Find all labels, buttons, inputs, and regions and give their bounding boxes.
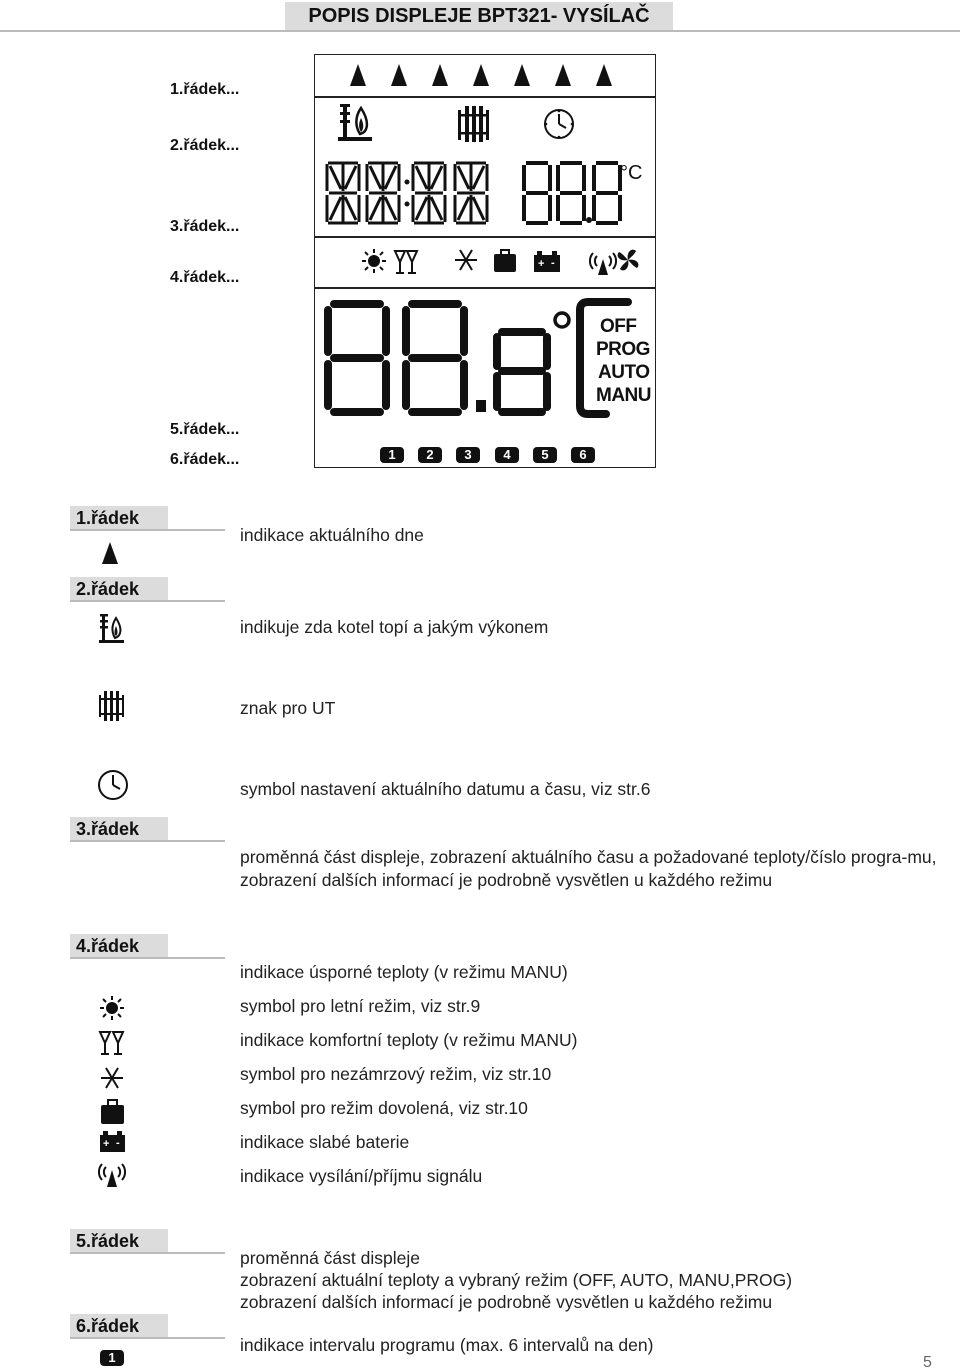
big-temp-display: [322, 298, 592, 420]
segment-digit: [524, 163, 550, 223]
flame-icon: [336, 100, 376, 144]
desc-moon: indikace úsporné teploty (v režimu MANU): [240, 962, 568, 982]
section-divider: [70, 957, 225, 959]
svg-text:+: +: [538, 258, 545, 270]
big-digit: [406, 304, 464, 412]
segment-digit: [594, 163, 620, 223]
interval-box: 5: [533, 447, 557, 463]
glasses-icon: [98, 1030, 126, 1058]
diagram-label-2: 2.řádek...: [170, 137, 240, 154]
fan-icon: [618, 250, 639, 271]
moon-icon: [333, 249, 346, 273]
triangle-icon: [432, 64, 448, 86]
svg-text:-: -: [116, 1137, 120, 1149]
triangle-icon: [350, 64, 366, 86]
clock-icon: [542, 106, 578, 142]
desc-radiator: znak pro UT: [240, 698, 336, 718]
segment-temp-display: [520, 160, 630, 226]
section-divider: [70, 840, 225, 842]
page-title: POPIS DISPLEJE BPT321- VYSÍLAČ: [285, 2, 673, 30]
section-divider: [70, 529, 225, 531]
signal-icon: [97, 1160, 129, 1190]
section-3-heading: 3.řádek: [70, 817, 168, 841]
title-underline: [0, 30, 960, 32]
radiator-icon: [456, 104, 492, 144]
triangle-icon: [555, 64, 571, 86]
section-1-heading: 1.řádek: [70, 506, 168, 530]
section-6-heading: 6.řádek: [70, 1314, 168, 1338]
mode-auto: AUTO: [598, 362, 650, 383]
interval-box: 4: [495, 447, 519, 463]
flame-icon: [98, 612, 126, 646]
big-digit: [328, 304, 386, 412]
big-digit: [497, 332, 547, 412]
clock-icon: [96, 768, 130, 802]
lcd-separator: [314, 96, 656, 98]
battery-icon: [99, 1130, 127, 1156]
suitcase-icon: [494, 250, 516, 272]
segment-digit: [413, 163, 445, 223]
triangle-icon: [596, 64, 612, 86]
desc-boiler: indikuje zda kotel topí a jakým výkonem: [240, 617, 549, 637]
desc-battery: indikace slabé baterie: [240, 1132, 410, 1152]
desc-clock: symbol nastavení aktuálního datumu a času, viz str.6: [240, 779, 651, 799]
desc-row3: proměnná část displeje, zobrazení aktuálního času a požadované teploty/číslo progra-mu, zobrazení dalších informací je podrobně vysvětlen u každého režimu: [240, 847, 937, 890]
sun-icon: [98, 994, 126, 1022]
status-icon-row: [328, 246, 648, 276]
mode-manu: MANU: [596, 385, 651, 406]
diagram-label-6: 6.řádek...: [170, 451, 240, 468]
mode-off: OFF: [600, 316, 637, 337]
section-5-heading: 5.řádek: [70, 1229, 168, 1253]
interval-box: 2: [418, 447, 442, 463]
triangle-icon: [514, 64, 530, 86]
glasses-icon: [395, 251, 417, 273]
desc-row5-line1: proměnná část displeje: [240, 1248, 420, 1268]
lcd-separator: [314, 287, 656, 289]
desc-row5-line2: zobrazení aktuální teploty a vybraný režim (OFF, AUTO, MANU,PROG): [240, 1270, 793, 1290]
section-4-heading: 4.řádek: [70, 934, 168, 958]
lcd-separator: [314, 236, 656, 238]
battery-icon: [534, 251, 560, 272]
diagram-label-4: 4.řádek...: [170, 269, 240, 286]
desc-sun: symbol pro letní režim, viz str.9: [240, 996, 481, 1016]
desc-snowflake: symbol pro nezámrzový režim, viz str.10: [240, 1064, 552, 1084]
snowflake-icon: [98, 1064, 126, 1092]
page-number: 5: [923, 1354, 932, 1371]
segment-digit: [367, 163, 399, 223]
snowflake-icon: [455, 250, 477, 270]
celsius-small: °C: [620, 162, 643, 184]
interval-box: 6: [571, 447, 595, 463]
interval-icon: 1: [100, 1350, 124, 1366]
section-divider: [70, 1252, 225, 1254]
desc-row5-line3: zobrazení dalších informací je podrobně vysvětlen u každého režimu: [240, 1292, 773, 1312]
signal-icon: [590, 253, 616, 275]
radiator-icon: [98, 690, 126, 722]
segment-time-display: [324, 160, 494, 226]
triangle-icon: [391, 64, 407, 86]
moon-icon: [100, 960, 128, 988]
diagram-label-5: 5.řádek...: [170, 421, 240, 438]
segment-digit: [455, 163, 487, 223]
day-indicator-row: [350, 62, 630, 88]
desc-glasses: indikace komfortní teploty (v režimu MANU): [240, 1030, 578, 1050]
svg-text:-: -: [551, 257, 555, 269]
suitcase-icon: [100, 1098, 126, 1126]
interval-box: 1: [380, 447, 404, 463]
diagram-label-3: 3.řádek...: [170, 218, 240, 235]
desc-suitcase: symbol pro režim dovolená, viz str.10: [240, 1098, 528, 1118]
sun-icon: [362, 249, 386, 273]
svg-text:+: +: [103, 1138, 110, 1150]
section-2-heading: 2.řádek: [70, 577, 168, 601]
segment-digit: [558, 163, 584, 223]
mode-prog: PROG: [596, 339, 650, 360]
desc-day-indicator: indikace aktuálního dne: [240, 525, 424, 545]
diagram-label-1: 1.řádek...: [170, 81, 240, 98]
desc-interval: indikace intervalu programu (max. 6 intervalů na den): [240, 1335, 654, 1355]
triangle-icon: [473, 64, 489, 86]
desc-signal: indikace vysílání/příjmu signálu: [240, 1166, 483, 1186]
section-divider: [70, 600, 225, 602]
interval-box: 3: [456, 447, 480, 463]
segment-digit: [327, 163, 359, 223]
triangle-icon: [95, 540, 129, 570]
section-divider: [70, 1337, 225, 1339]
